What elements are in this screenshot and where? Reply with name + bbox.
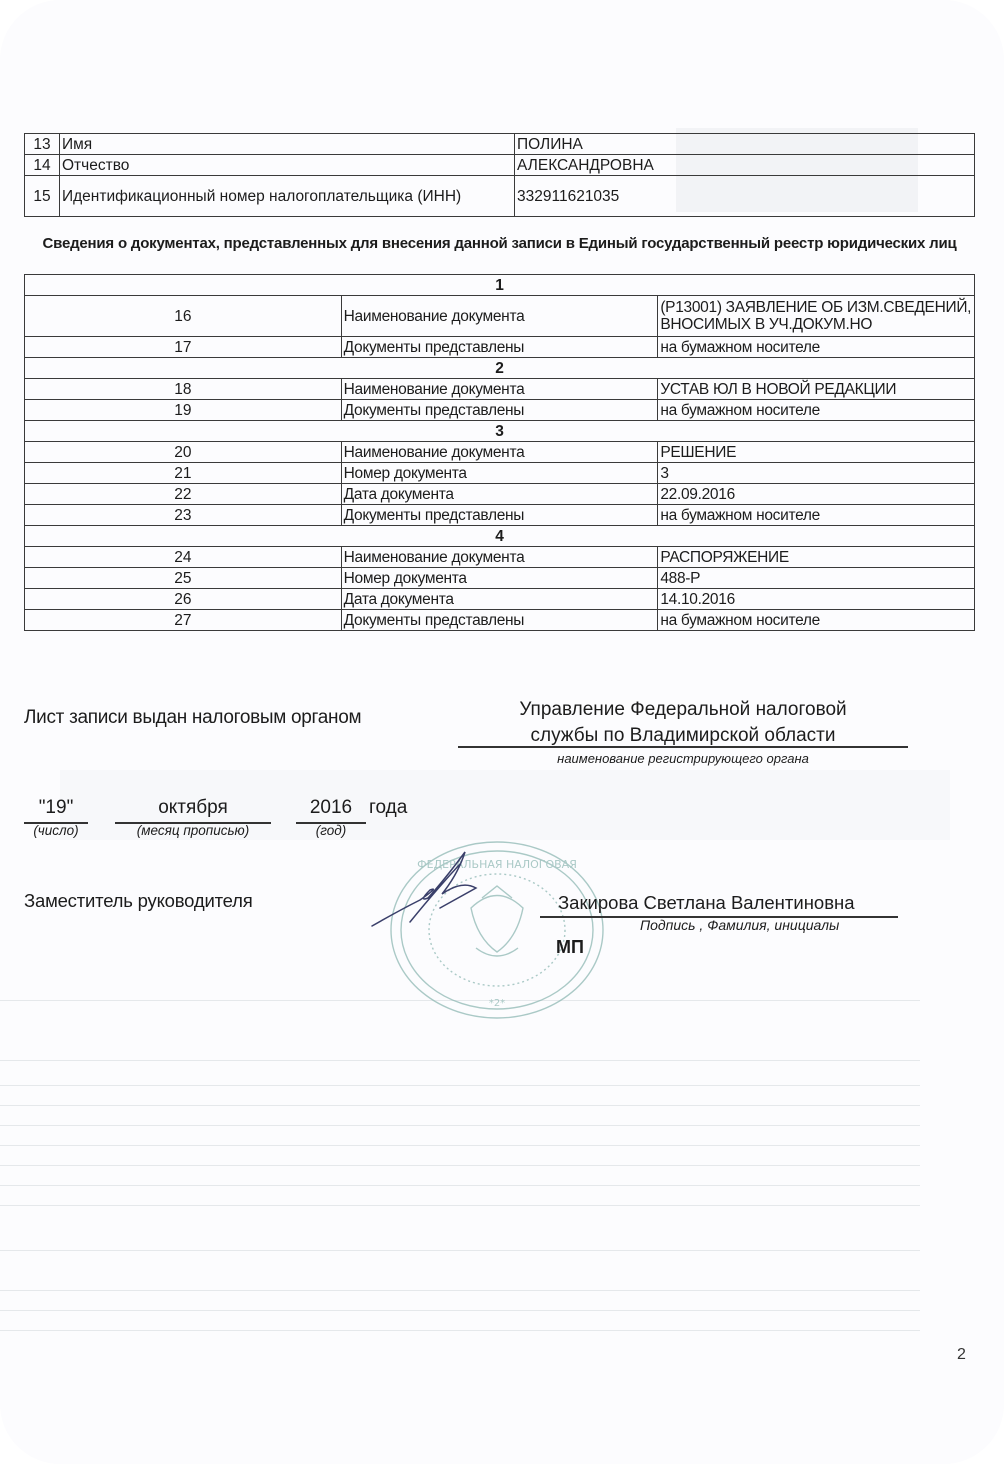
authority-line-1: Управление Федеральной налоговой xyxy=(519,699,847,720)
table-row xyxy=(25,337,975,358)
date-year-caption: (год) xyxy=(315,823,347,838)
row-value: на бумажном носителе xyxy=(658,610,975,631)
table-row xyxy=(25,442,975,463)
row-label: Документы представлены xyxy=(341,610,658,631)
row-label: Документы представлены xyxy=(341,505,658,526)
row-label: Наименование документа xyxy=(341,547,658,568)
row-value: АЛЕКСАНДРОВНА xyxy=(515,155,975,176)
table-row xyxy=(25,400,975,421)
row-label: Отчество xyxy=(60,155,515,176)
table-row xyxy=(25,610,975,631)
group-header xyxy=(25,421,975,442)
group-header xyxy=(25,526,975,547)
date-month-caption: (месяц прописью) xyxy=(136,823,250,838)
group-header xyxy=(25,275,975,296)
table-row xyxy=(25,134,975,155)
row-number: 18 xyxy=(25,379,342,400)
row-number: 13 xyxy=(25,134,60,155)
row-value: на бумажном носителе xyxy=(658,400,975,421)
row-value: на бумажном носителе xyxy=(658,337,975,358)
date-year-suffix: года xyxy=(369,797,408,818)
issued-by-label: Лист записи выдан налоговым органом xyxy=(24,707,362,728)
documents-section-title: Сведения о документах, представленных для внесения данной записи в Единый государственный реестр юридических лиц xyxy=(42,235,957,252)
row-value: 332911621035 xyxy=(515,176,975,217)
table-row xyxy=(25,568,975,589)
row-number: 15 xyxy=(25,176,60,217)
table-row xyxy=(25,463,975,484)
group-header xyxy=(25,358,975,379)
date-day-caption: (число) xyxy=(33,823,79,838)
table-row xyxy=(25,484,975,505)
authority-underline xyxy=(458,746,908,748)
row-number: 19 xyxy=(25,400,342,421)
row-number: 14 xyxy=(25,155,60,176)
row-value: ПОЛИНА xyxy=(515,134,975,155)
signer-position: Заместитель руководителя xyxy=(24,890,253,911)
seal-mark-label: МП xyxy=(556,937,584,957)
row-number: 16 xyxy=(25,296,342,337)
group-number: 1 xyxy=(25,275,975,296)
table-row xyxy=(25,296,975,337)
table-row xyxy=(25,589,975,610)
row-value: УСТАВ ЮЛ В НОВОЙ РЕДАКЦИИ xyxy=(658,379,975,400)
row-label: Идентификационный номер налогоплательщика (ИНН) xyxy=(60,176,515,217)
row-label: Дата документа xyxy=(341,484,658,505)
row-value: 14.10.2016 xyxy=(658,589,975,610)
group-number: 3 xyxy=(25,421,975,442)
row-number: 26 xyxy=(25,589,342,610)
row-label: Номер документа xyxy=(341,463,658,484)
row-number: 23 xyxy=(25,505,342,526)
person-details-table xyxy=(24,133,975,217)
row-number: 22 xyxy=(25,484,342,505)
row-value: 488-Р xyxy=(658,568,975,589)
row-label: Документы представлены xyxy=(341,337,658,358)
row-number: 17 xyxy=(25,337,342,358)
issuing-authority xyxy=(458,697,908,749)
row-label: Документы представлены xyxy=(341,400,658,421)
row-label: Номер документа xyxy=(341,568,658,589)
row-number: 21 xyxy=(25,463,342,484)
row-label: Наименование документа xyxy=(341,442,658,463)
group-number: 2 xyxy=(25,358,975,379)
table-row xyxy=(25,505,975,526)
authority-caption: наименование регистрирующего органа xyxy=(557,751,809,766)
row-number: 27 xyxy=(25,610,342,631)
signer-name: Закирова Светлана Валентиновна xyxy=(558,892,855,913)
group-number: 4 xyxy=(25,526,975,547)
table-row xyxy=(25,547,975,568)
row-value: РАСПОРЯЖЕНИЕ xyxy=(658,547,975,568)
row-value: РЕШЕНИЕ xyxy=(658,442,975,463)
row-value: 22.09.2016 xyxy=(658,484,975,505)
row-label: Наименование документа xyxy=(341,296,658,337)
date-month: октября xyxy=(158,797,228,818)
row-label: Дата документа xyxy=(341,589,658,610)
date-year: 2016 xyxy=(309,797,353,818)
row-value: на бумажном носителе xyxy=(658,505,975,526)
table-row xyxy=(25,155,975,176)
row-label: Имя xyxy=(60,134,515,155)
signer-caption: Подпись , Фамилия, инициалы xyxy=(640,917,840,933)
page-number: 2 xyxy=(957,1346,966,1363)
row-value: (Р13001) ЗАЯВЛЕНИЕ ОБ ИЗМ.СВЕДЕНИЙ, ВНОСИМЫХ В УЧ.ДОКУМ.НО xyxy=(658,296,975,337)
svg-text:*2*: *2* xyxy=(488,998,506,1009)
table-row xyxy=(25,379,975,400)
date-day: "19" xyxy=(38,797,74,818)
svg-text:ФЕДЕРАЛЬНАЯ НАЛОГОВАЯ: ФЕДЕРАЛЬНАЯ НАЛОГОВАЯ xyxy=(417,858,577,871)
authority-line-2: службы по Владимирской области xyxy=(530,725,836,746)
row-number: 20 xyxy=(25,442,342,463)
row-number: 25 xyxy=(25,568,342,589)
row-number: 24 xyxy=(25,547,342,568)
row-value: 3 xyxy=(658,463,975,484)
handwritten-signature xyxy=(370,850,510,930)
table-row xyxy=(25,176,975,217)
row-label: Наименование документа xyxy=(341,379,658,400)
documents-table xyxy=(24,274,975,631)
